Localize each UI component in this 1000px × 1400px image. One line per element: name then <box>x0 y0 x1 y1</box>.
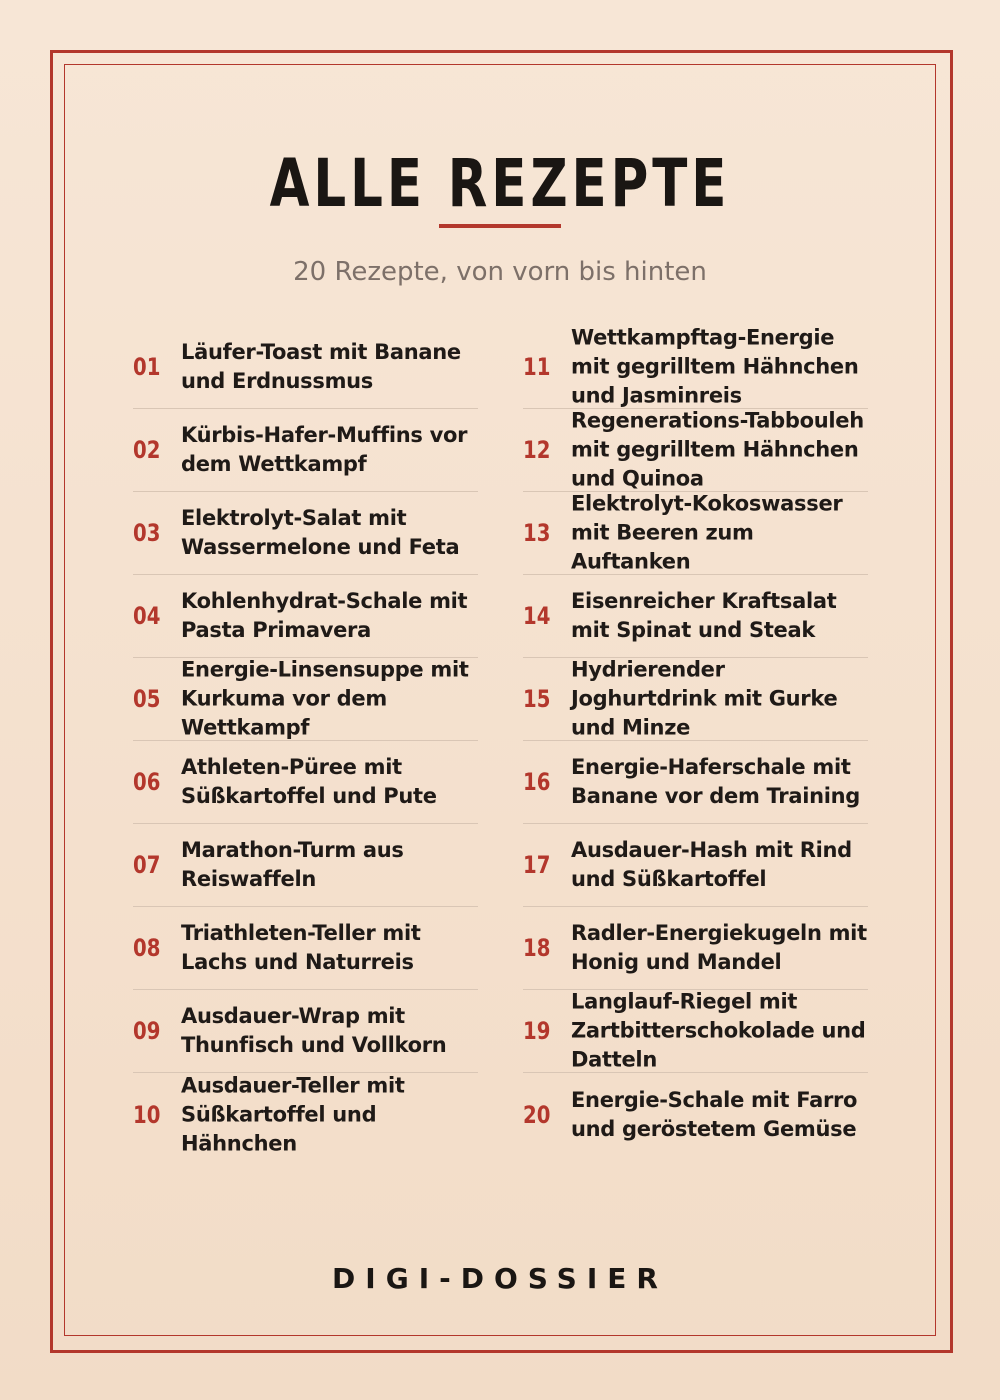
recipe-number: 03 <box>133 519 161 547</box>
recipe-name: Radler-Energiekugeln mit Honig und Mandel <box>571 921 867 974</box>
recipe-number: 15 <box>523 685 551 713</box>
recipe-number: 07 <box>133 851 161 879</box>
recipe-number: 02 <box>133 436 161 464</box>
recipe-name: Wettkampftag-Energie mit gegrilltem Hähnchen und Jasminreis <box>571 325 859 408</box>
recipe-name: Ausdauer-Wrap mit Thunfisch und Vollkorn <box>181 1004 447 1057</box>
recipe-name: Energie-Haferschale mit Banane vor dem Training <box>571 755 861 808</box>
recipe-number: 13 <box>523 519 551 547</box>
recipe-item <box>133 492 478 575</box>
recipe-number: 10 <box>133 1100 161 1129</box>
recipe-number: 20 <box>523 1100 551 1129</box>
recipe-item <box>133 326 478 409</box>
title-underline <box>439 224 561 228</box>
recipe-name: Hydrierender Joghurtdrink mit Gurke und Minze <box>571 657 838 740</box>
recipe-item <box>133 1073 478 1156</box>
recipe-item <box>523 409 868 492</box>
recipe-item <box>523 492 868 575</box>
recipe-item <box>523 575 868 658</box>
recipe-item <box>133 658 478 741</box>
recipe-name: Energie-Linsensuppe mit Kurkuma vor dem Wettkampf <box>181 657 469 740</box>
recipe-list-right <box>523 326 868 1156</box>
recipe-number: 01 <box>133 353 161 381</box>
recipe-name: Ausdauer-Hash mit Rind und Süßkartoffel <box>571 838 852 891</box>
recipe-item <box>133 990 478 1073</box>
recipe-name: Eisenreicher Kraftsalat mit Spinat und Steak <box>571 589 837 642</box>
recipe-list-left <box>133 326 478 1156</box>
recipe-name: Elektrolyt-Kokoswasser mit Beeren zum Auftanken <box>571 491 843 574</box>
recipe-item <box>133 824 478 907</box>
recipe-name: Kohlenhydrat-Schale mit Pasta Primavera <box>181 589 468 642</box>
recipe-number: 09 <box>133 1017 161 1045</box>
recipe-name: Langlauf-Riegel mit Zartbitterschokolade und Datteln <box>571 989 866 1072</box>
recipe-number: 04 <box>133 602 161 630</box>
recipe-item <box>523 824 868 907</box>
recipe-name: Ausdauer-Teller mit Süßkartoffel und Hähnchen <box>181 1073 405 1155</box>
recipe-number: 05 <box>133 685 161 713</box>
recipe-item <box>523 326 868 409</box>
page-title: ALLE REZEPTE <box>269 145 731 222</box>
page-subtitle: 20 Rezepte, von vorn bis hinten <box>293 257 707 287</box>
recipe-number: 06 <box>133 768 161 796</box>
recipe-number: 17 <box>523 851 551 879</box>
recipe-item <box>133 907 478 990</box>
recipe-number: 18 <box>523 934 551 962</box>
recipe-number: 08 <box>133 934 161 962</box>
recipe-name: Läufer-Toast mit Banane und Erdnussmus <box>181 340 461 393</box>
recipe-name: Marathon-Turm aus Reiswaffeln <box>181 838 404 891</box>
recipe-number: 11 <box>523 353 551 381</box>
recipe-name: Kürbis-Hafer-Muffins vor dem Wettkampf <box>181 423 468 476</box>
recipe-item <box>133 575 478 658</box>
recipe-item <box>523 907 868 990</box>
recipe-number: 14 <box>523 602 551 630</box>
recipe-item <box>523 990 868 1073</box>
recipe-number: 16 <box>523 768 551 796</box>
recipe-number: 19 <box>523 1017 551 1045</box>
recipe-item <box>523 741 868 824</box>
recipe-item <box>523 658 868 741</box>
recipe-name: Triathleten-Teller mit Lachs und Naturreis <box>181 921 421 974</box>
brand-footer: DIGI-DOSSIER <box>332 1262 668 1295</box>
recipe-item <box>133 741 478 824</box>
recipe-number: 12 <box>523 436 551 464</box>
recipe-item <box>523 1073 868 1156</box>
recipe-name: Athleten-Püree mit Süßkartoffel und Pute <box>181 755 437 808</box>
recipe-name: Regenerations-Tabbouleh mit gegrilltem Hähnchen und Quinoa <box>571 408 864 491</box>
recipe-name: Elektrolyt-Salat mit Wassermelone und Feta <box>181 506 460 559</box>
recipe-name: Energie-Schale mit Farro und geröstetem Gemüse <box>571 1087 858 1141</box>
recipe-item <box>133 409 478 492</box>
